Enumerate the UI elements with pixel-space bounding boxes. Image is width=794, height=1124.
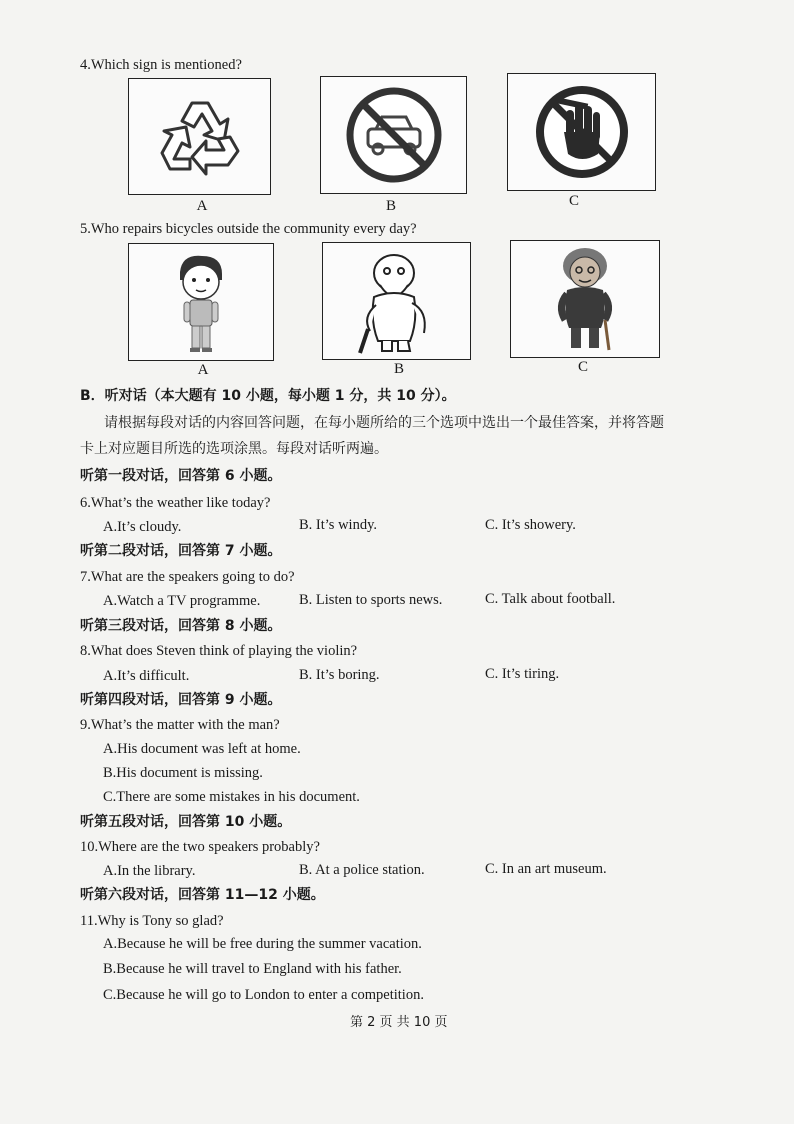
dialogue-1-heading: 听第一段对话，回答第 6 小题。 xyxy=(80,468,282,484)
section-b-title: B．听对话（本大题有 10 小题，每小题 1 分，共 10 分）。 xyxy=(80,388,456,404)
q8-question: 8.What does Steven think of playing the violin? xyxy=(80,643,358,659)
q11-question: 11.Why is Tony so glad? xyxy=(80,913,224,929)
no-touching-icon xyxy=(530,80,634,184)
q10-question: 10.Where are the two speakers probably? xyxy=(80,839,320,855)
section-b-instruction-line2: 卡上对应题目所选的选项涂黑。每段对话听两遍。 xyxy=(80,441,388,457)
old-woman-with-cane-icon xyxy=(543,244,627,354)
q6-option-a: A.It’s cloudy. xyxy=(103,519,182,535)
dialogue-3-heading: 听第三段对话，回答第 8 小题。 xyxy=(80,618,282,634)
q8-option-c: C. It’s tiring. xyxy=(485,666,560,682)
q5-option-a-picture xyxy=(128,243,274,361)
q5-option-b-picture xyxy=(322,242,471,360)
q7-option-b: B. Listen to sports news. xyxy=(299,592,443,608)
page-footer: 第 2 页 共 10 页 xyxy=(350,1015,448,1030)
q8-option-a: A.It’s difficult. xyxy=(103,668,190,684)
dialogue-6-heading: 听第六段对话，回答第 11—12 小题。 xyxy=(80,887,325,903)
q4-option-c-letter: C xyxy=(568,193,579,209)
q11-option-a: A.Because he will be free during the summer vacation. xyxy=(103,936,422,952)
q10-option-b: B. At a police station. xyxy=(299,862,425,878)
q9-question: 9.What’s the matter with the man? xyxy=(80,717,280,733)
q5-question: 5.Who repairs bicycles outside the community every day? xyxy=(80,221,417,237)
q7-option-a: A.Watch a TV programme. xyxy=(103,593,261,609)
q11-option-c: C.Because he will go to London to enter a competition. xyxy=(103,987,424,1003)
q4-option-b-picture xyxy=(320,76,467,194)
q7-question: 7.What are the speakers going to do? xyxy=(80,569,295,585)
q6-option-b: B. It’s windy. xyxy=(299,517,378,533)
q6-question: 6.What’s the weather like today? xyxy=(80,495,271,511)
q9-option-b: B.His document is missing. xyxy=(103,765,263,781)
q4-option-a-letter: A xyxy=(196,198,208,214)
q5-option-c-letter: C xyxy=(577,359,588,375)
q5-option-b-letter: B xyxy=(393,361,404,377)
q11-option-b: B.Because he will travel to England with his father. xyxy=(103,961,402,977)
dialogue-2-heading: 听第二段对话，回答第 7 小题。 xyxy=(80,543,282,559)
q5-option-a-letter: A xyxy=(197,362,209,378)
q7-option-c: C. Talk about football. xyxy=(485,591,616,607)
section-b-instruction-line1: 请根据每段对话的内容回答问题，在每小题所给的三个选项中选出一个最佳答案，并将答题 xyxy=(104,415,664,431)
q4-option-a-picture xyxy=(128,78,271,195)
q10-option-c: C. In an art museum. xyxy=(485,861,607,877)
q10-option-a: A.In the library. xyxy=(103,863,196,879)
q9-option-a: A.His document was left at home. xyxy=(103,741,301,757)
q4-option-b-letter: B xyxy=(385,198,396,214)
dialogue-5-heading: 听第五段对话，回答第 10 小题。 xyxy=(80,814,292,830)
q6-option-c: C. It’s showery. xyxy=(485,517,576,533)
dialogue-4-heading: 听第四段对话，回答第 9 小题。 xyxy=(80,692,282,708)
q4-question: 4.Which sign is mentioned? xyxy=(80,57,242,73)
old-man-with-cane-icon xyxy=(352,247,442,355)
young-boy-icon xyxy=(166,250,236,354)
q5-option-c-picture xyxy=(510,240,660,358)
no-parking-icon xyxy=(344,85,444,185)
q4-option-c-picture xyxy=(507,73,656,191)
q8-option-b: B. It’s boring. xyxy=(299,667,380,683)
recycle-icon xyxy=(154,97,246,177)
q9-option-c: C.There are some mistakes in his document. xyxy=(103,789,360,805)
